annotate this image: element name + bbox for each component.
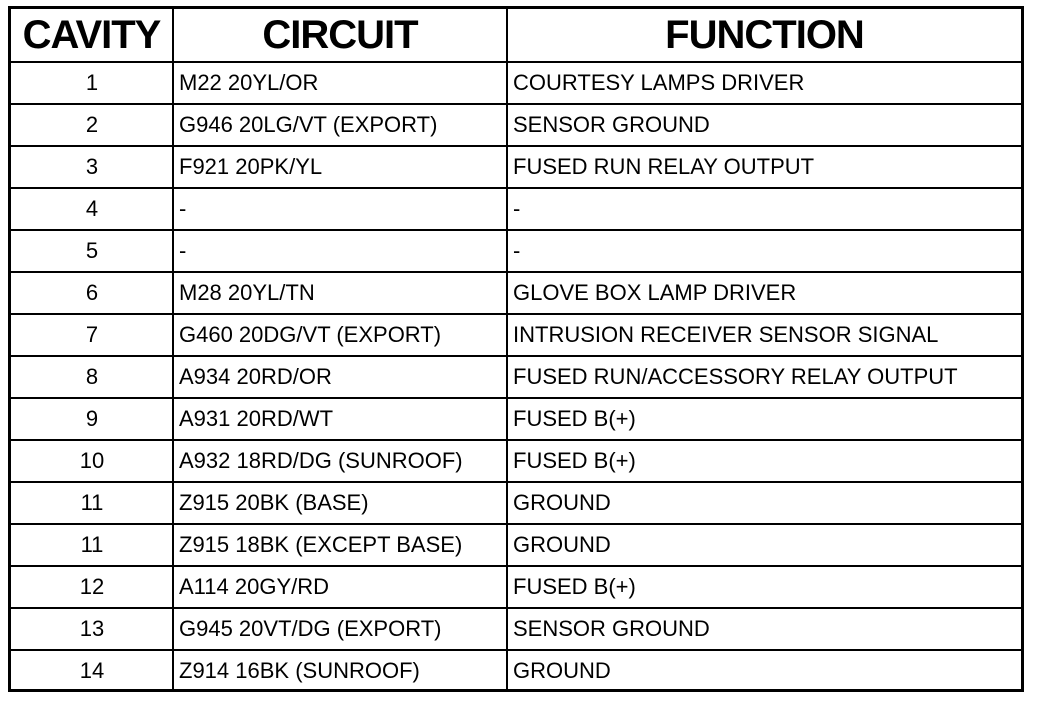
table-body (11, 62, 1021, 691)
circuit-cell: Z915 18BK (EXCEPT BASE) (173, 524, 507, 566)
table-row (11, 440, 1021, 482)
function-cell: FUSED B(+) (507, 440, 1021, 482)
cavity-cell: 5 (11, 230, 173, 272)
circuit-cell: G945 20VT/DG (EXPORT) (173, 608, 507, 650)
function-cell: FUSED RUN/ACCESSORY RELAY OUTPUT (507, 356, 1021, 398)
table-row (11, 398, 1021, 440)
table-row (11, 188, 1021, 230)
circuit-cell: A114 20GY/RD (173, 566, 507, 608)
cavity-cell: 4 (11, 188, 173, 230)
cavity-cell: 12 (11, 566, 173, 608)
cavity-cell: 9 (11, 398, 173, 440)
circuit-cell: A931 20RD/WT (173, 398, 507, 440)
table-row (11, 146, 1021, 188)
function-cell: SENSOR GROUND (507, 608, 1021, 650)
cavity-cell: 3 (11, 146, 173, 188)
table-row (11, 566, 1021, 608)
circuit-cell: A932 18RD/DG (SUNROOF) (173, 440, 507, 482)
header-cavity: CAVITY (11, 9, 173, 62)
circuit-cell: F921 20PK/YL (173, 146, 507, 188)
circuit-cell: - (173, 188, 507, 230)
cavity-cell: 8 (11, 356, 173, 398)
function-cell: INTRUSION RECEIVER SENSOR SIGNAL (507, 314, 1021, 356)
function-cell: GLOVE BOX LAMP DRIVER (507, 272, 1021, 314)
connector-pinout-table-frame (8, 6, 1024, 692)
cavity-cell: 6 (11, 272, 173, 314)
table-row (11, 356, 1021, 398)
function-cell: - (507, 188, 1021, 230)
table-row (11, 650, 1021, 691)
table-row (11, 104, 1021, 146)
circuit-cell: G460 20DG/VT (EXPORT) (173, 314, 507, 356)
cavity-cell: 14 (11, 650, 173, 691)
function-cell: FUSED B(+) (507, 398, 1021, 440)
circuit-cell: - (173, 230, 507, 272)
function-cell: GROUND (507, 524, 1021, 566)
table-row (11, 62, 1021, 104)
function-cell: FUSED B(+) (507, 566, 1021, 608)
cavity-cell: 11 (11, 482, 173, 524)
circuit-cell: Z914 16BK (SUNROOF) (173, 650, 507, 691)
function-cell: - (507, 230, 1021, 272)
function-cell: FUSED RUN RELAY OUTPUT (507, 146, 1021, 188)
header-function: FUNCTION (507, 9, 1021, 62)
cavity-cell: 7 (11, 314, 173, 356)
cavity-cell: 1 (11, 62, 173, 104)
header-circuit: CIRCUIT (173, 9, 507, 62)
cavity-cell: 10 (11, 440, 173, 482)
cavity-cell: 2 (11, 104, 173, 146)
cavity-cell: 13 (11, 608, 173, 650)
table-header-row (11, 9, 1021, 62)
circuit-cell: A934 20RD/OR (173, 356, 507, 398)
table-row (11, 482, 1021, 524)
circuit-cell: M28 20YL/TN (173, 272, 507, 314)
function-cell: GROUND (507, 650, 1021, 691)
table-row (11, 608, 1021, 650)
function-cell: SENSOR GROUND (507, 104, 1021, 146)
table-row (11, 272, 1021, 314)
cavity-cell: 11 (11, 524, 173, 566)
connector-pinout-table (11, 9, 1021, 691)
circuit-cell: Z915 20BK (BASE) (173, 482, 507, 524)
table-row (11, 524, 1021, 566)
function-cell: GROUND (507, 482, 1021, 524)
circuit-cell: G946 20LG/VT (EXPORT) (173, 104, 507, 146)
table-row (11, 230, 1021, 272)
table-row (11, 314, 1021, 356)
function-cell: COURTESY LAMPS DRIVER (507, 62, 1021, 104)
circuit-cell: M22 20YL/OR (173, 62, 507, 104)
